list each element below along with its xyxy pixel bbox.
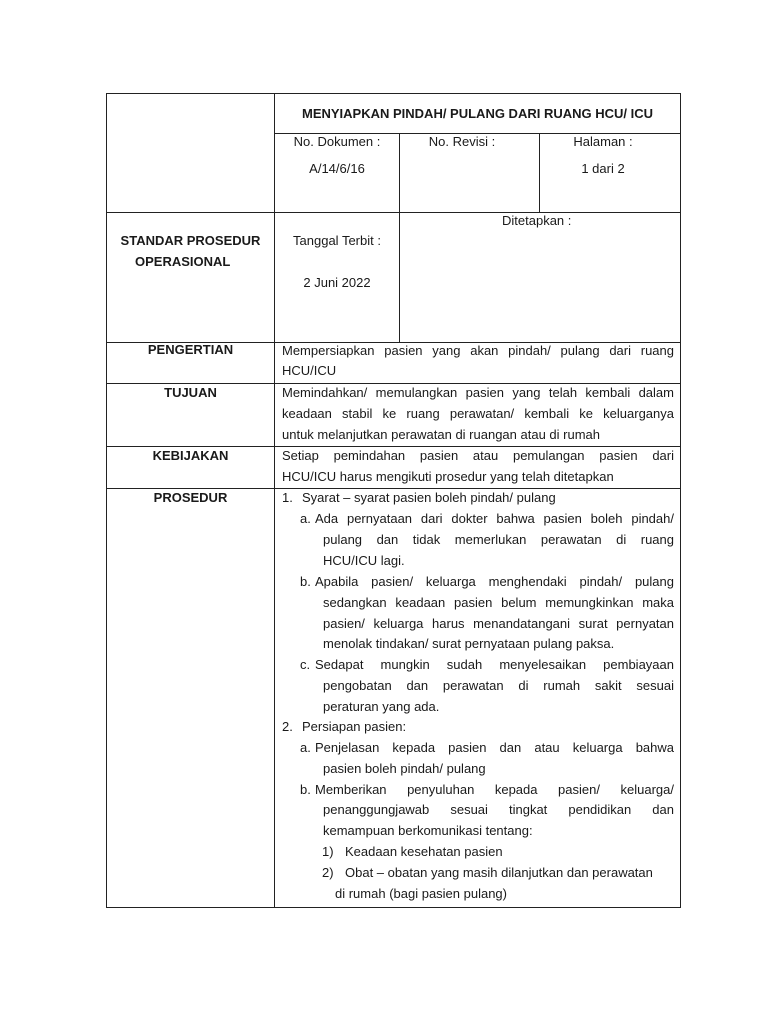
revision-label: No. Revisi : (428, 134, 496, 149)
doc-number-label: No. Dokumen : (293, 134, 381, 149)
document-title: MENYIAPKAN PINDAH/ PULANG DARI RUANG HCU/ ICU (301, 106, 653, 121)
step2b2-line2: di rumah (bagi pasien pulang) (335, 886, 507, 901)
step2a-marker: a. (300, 740, 311, 755)
step1b-line4: menolak tindakan/ surat pernyataan pulang paksa. (323, 636, 615, 651)
kebijakan-text-line1: Setiap pemindahan pasien atau pemulangan pasien dari (282, 448, 674, 463)
page-value: 1 dari 2 (581, 161, 625, 176)
kebijakan-text-line2: HCU/ICU harus mengikuti prosedur yang telah ditetapkan (282, 469, 614, 484)
step2a-line1: Penjelasan kepada pasien dan atau keluarga bahwa (315, 740, 674, 755)
step1b-line1: Apabila pasien/ keluarga menghendaki pindah/ pulang (315, 574, 674, 589)
table-border-top (106, 93, 681, 94)
table-border-right (680, 93, 681, 908)
issue-date-value: 2 Juni 2022 (303, 275, 371, 290)
step2a-line2: pasien boleh pindah/ pulang (323, 761, 486, 776)
step1b-marker: b. (300, 574, 311, 589)
column-divider (274, 93, 275, 908)
step2-number: 2. (282, 719, 293, 734)
step2b-line3: kemampuan berkomunikasi tentang: (323, 823, 533, 838)
step1a-marker: a. (300, 511, 311, 526)
step2b2-line1: Obat – obatan yang masih dilanjutkan dan perawatan (345, 865, 653, 880)
prosedur-label: PROSEDUR (153, 490, 228, 505)
sop-label-line1: STANDAR PROSEDUR (120, 233, 261, 248)
doc-number-value: A/14/6/16 (309, 161, 365, 176)
tujuan-text-line2: keadaan stabil ke ruang perawatan/ kembali ke keluarganya (282, 406, 674, 421)
step1c-marker: c. (300, 657, 311, 672)
doc-revision-divider (399, 133, 400, 343)
kebijakan-label: KEBIJAKAN (152, 448, 229, 463)
step1a-line1: Ada pernyataan dari dokter bahwa pasien boleh pindah/ (315, 511, 674, 526)
step1b-line2: sedangkan keadaan pasien belum memungkinkan maka (323, 595, 674, 610)
step1c-line1: Sedapat mungkin sudah menyelesaikan pembiayaan (315, 657, 674, 672)
step2-title: Persiapan pasien: (302, 719, 407, 734)
step1c-line2: pengobatan dan perawatan di rumah sakit sesuai (323, 678, 674, 693)
step2b-marker: b. (300, 782, 311, 797)
step1-title: Syarat – syarat pasien boleh pindah/ pulang (302, 490, 556, 505)
step2b-line1: Memberikan penyuluhan kepada pasien/ keluarga/ (315, 782, 674, 797)
step1a-line2: pulang dan tidak memerlukan perawatan di ruang (323, 532, 674, 547)
tujuan-label: TUJUAN (164, 385, 217, 400)
page-label: Halaman : (573, 134, 633, 149)
pengertian-text-line2: HCU/ICU (282, 363, 337, 378)
step1a-line3: HCU/ICU lagi. (323, 553, 405, 568)
pengertian-text-line1: Mempersiapkan pasien yang akan pindah/ pulang dari ruang (282, 343, 674, 358)
step1-number: 1. (282, 490, 293, 505)
issue-date-label: Tanggal Terbit : (293, 233, 381, 248)
step2b1-text: Keadaan kesehatan pasien (345, 844, 503, 859)
step2b1-marker: 1) (322, 844, 334, 859)
step1c-line3: peraturan yang ada. (323, 699, 440, 714)
pengertian-label: PENGERTIAN (147, 342, 234, 357)
tujuan-text-line1: Memindahkan/ memulangkan pasien yang telah kembali dalam (282, 385, 674, 400)
sop-label-line2: OPERASIONAL (135, 254, 231, 269)
approved-label: Ditetapkan : (502, 213, 572, 228)
header-bottom-divider (106, 212, 681, 213)
step1b-line3: pasien/ keluarga harus menandatangani surat pernyatan (323, 616, 674, 631)
step2b-line2: penanggungjawab sesuai tingkat pendidikan dan (323, 802, 674, 817)
step2b2-marker: 2) (322, 865, 334, 880)
table-border-bottom (106, 907, 681, 908)
tujuan-text-line3: untuk melanjutkan perawatan di ruangan atau di rumah (282, 427, 600, 442)
